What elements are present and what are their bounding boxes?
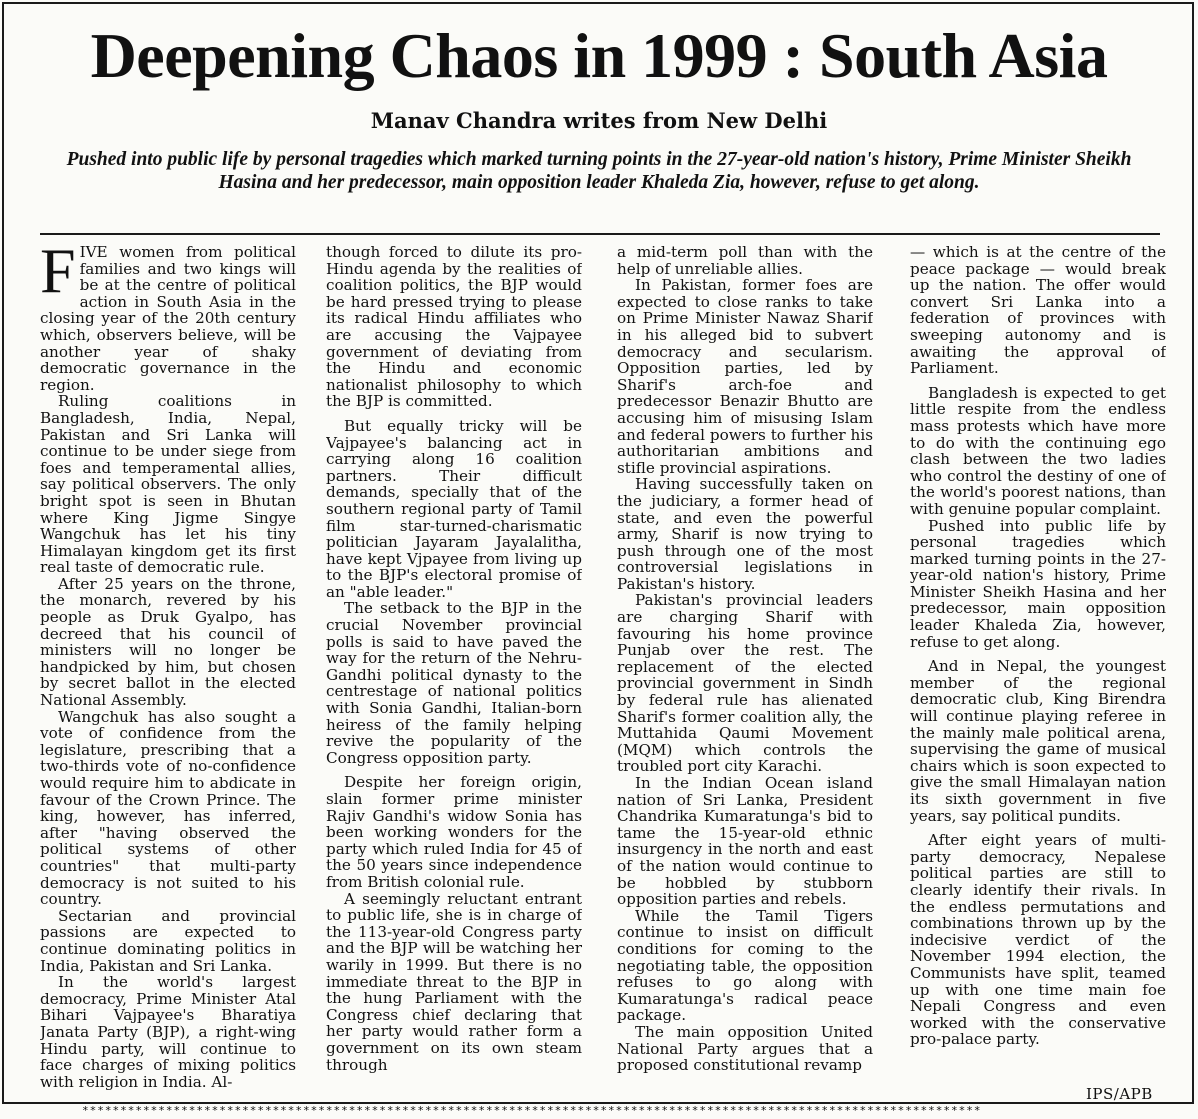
paragraph: In the Indian Ocean island nation of Sri Lanka, President Chandrika Kumaratunga's bid to tame the 15-year-old ethnic insurgency in the north and east of the nation would continue to be hobbled by stubborn opposition parties and rebels. <box>617 774 873 909</box>
paragraph: The main opposition United National Party argues that a proposed constitutional revamp <box>617 1022 873 1074</box>
standfirst: Pushed into public life by personal tragedies which marked turning points in the 27-year-old nation's history, Prime Minister Sheikh Hasina and her predecessor, main opposition leader Khaleda Zia, however, refuse to get along. <box>66 149 1132 193</box>
paragraph: In the world's largest democracy, Prime Minister Atal Bihari Vajpayee's Bharatiya Janata Party (BJP), a right-wing Hindu party, will continue to face charges of mixing politics with religion in India. Al- <box>40 973 296 1091</box>
byline: Manav Chandra writes from New Delhi <box>370 108 828 133</box>
paragraph: a mid-term poll than with the help of unreliable allies. <box>617 244 873 278</box>
divider-rule <box>40 233 1160 235</box>
paragraph: And in Nepal, the youngest member of the regional democratic club, King Birendra will continue playing referee in the mainly male political arena, supervising the game of musical chairs which is soon expected to give the small Himalayan nation its sixth government in five years, say political pundits. <box>910 657 1166 825</box>
paragraph: But equally tricky will be Vajpayee's balancing act in carrying along 16 coalition partners. Their difficult demands, specially that of the southern regional party of Tamil film star-turned-charismatic politician Jayaram Jayalalitha, have kept Vjpayee from living up to the BJP's electoral promise of an "able leader." <box>326 416 582 601</box>
paragraph: While the Tamil Tigers continue to insist on difficult conditions for coming to the negotiating table, the opposition refuses to go along with Kumaratunga's radical peace package. <box>617 906 873 1025</box>
column-2 <box>326 244 582 1073</box>
drop-cap: F <box>40 244 76 306</box>
paragraph: A seemingly reluctant entrant to public life, she is in charge of the 113-year-old Congress party and the BJP will be watching her warily in 1999. But there is no immediate threat to the BJP in the hung Parliament with the Congress chief declaring that her party would rather form a government on its own steam through <box>326 889 582 1074</box>
paragraph: — which is at the centre of the peace package — would break up the nation. The offer would convert Sri Lanka into a federation of provinces with sweeping autonomy and is awaiting the approval of Parliament. <box>910 244 1166 378</box>
paragraph: The setback to the BJP in the crucial November provincial polls is said to have paved the way for the return of the Nehru-Gandhi political dynasty to the centrestage of national politics with Sonia Gandhi, Italian-born heiress of the family helping revive the popularity of the Congress opposition party. <box>326 599 582 767</box>
column-3 <box>617 244 873 1074</box>
paragraph: Wangchuk has also sought a vote of confidence from the legislature, prescribing that a two-thirds vote of no-confidence would require him to abdicate in favour of the Crown Prince. The king, however, has inferred, after "having observed the political systems of other countries" that multi-party democracy is not suited to his country. <box>40 707 296 909</box>
paragraph: After 25 years on the throne, the monarch, revered by his people as Druk Gyalpo, has decreed that his council of ministers will no longer be handpicked by him, but chosen by secret ballot in the elected National Assembly. <box>40 574 296 710</box>
paragraph: In Pakistan, former foes are expected to close ranks to take on Prime Minister Nawaz Sharif in his alleged bid to subvert democracy and secularism. Opposition parties, led by Sharif's arch-foe and predecessor Benazir Bhutto are accusing him of misusing Islam and federal powers to further his authoritarian ambitions and stifle provincial aspirations. <box>617 276 873 477</box>
paragraph: FIVE women from political families and two kings will be at the centre of political action in South Asia in the closing year of the 20th century which, observers believe, will be another year of shaky democratic governance in the region. <box>40 244 296 394</box>
paragraph: Bangladesh is expected to get little respite from the endless mass protests which have more to do with the continuing ego clash between the two ladies who control the destiny of one of the world's poorest nations, than with genuine popular complaint. <box>910 383 1166 518</box>
footer-star-rule: ********************************************************************************************************************** <box>82 1104 982 1117</box>
agency-credit: IPS/APB <box>1086 1085 1153 1103</box>
paragraph: After eight years of multi-party democracy, Nepalese political parties are still to clearly identify their rivals. In the endless permutations and combinations thrown up by the indecisive verdict of the November 1994 election, the Communists have split, teamed up with one time main foe Nepali Congress and even worked with the conservative pro-palace party. <box>910 831 1166 1048</box>
paragraph: Pushed into public life by personal tragedies which marked turning points in the 27-year-old nation's history, Prime Minister Sheikh Hasina and her predecessor, main opposition leader Khaleda Zia, however, refuse to get along. <box>910 516 1166 651</box>
paragraph: Pakistan's provincial leaders are charging Sharif with favouring his home province Punjab over the rest. The replacement of the elected provincial government in Sindh by federal rule has alienated Sharif's former coalition ally, the Muttahida Qaumi Movement (MQM) which controls the troubled port city Karachi. <box>617 591 873 776</box>
paragraph: Having successfully taken on the judiciary, a former head of state, and even the powerful army, Sharif is now trying to push through one of the most controversial legislations in Pakistan's history. <box>617 475 873 593</box>
paragraph: Ruling coalitions in Bangladesh, India, Nepal, Pakistan and Sri Lanka will continue to be under siege from foes and temperamental allies, say political observers. The only bright spot is seen in Bhutan where King Jigme Singye Wangchuk has let his tiny Himalayan kingdom get its first real taste of democratic rule. <box>40 392 296 577</box>
column-1 <box>40 244 296 1090</box>
paragraph: though forced to dilute its pro-Hindu agenda by the realities of coalition politics, the BJP would be hard pressed trying to please its radical Hindu affiliates who are accusing the Vajpayee government of deviating from the Hindu and economic nationalist philosophy to which the BJP is committed. <box>326 244 582 411</box>
paragraph: Despite her foreign origin, slain former prime minister Rajiv Gandhi's widow Sonia has been working wonders for the party which ruled India for 45 of the 50 years since independence from British colonial rule. <box>326 773 582 891</box>
paragraph: Sectarian and provincial passions are expected to continue dominating politics in India, Pakistan and Sri Lanka. <box>40 906 296 975</box>
headline: Deepening Chaos in 1999 : South Asia <box>90 20 1108 91</box>
column-4 <box>910 244 1166 1048</box>
